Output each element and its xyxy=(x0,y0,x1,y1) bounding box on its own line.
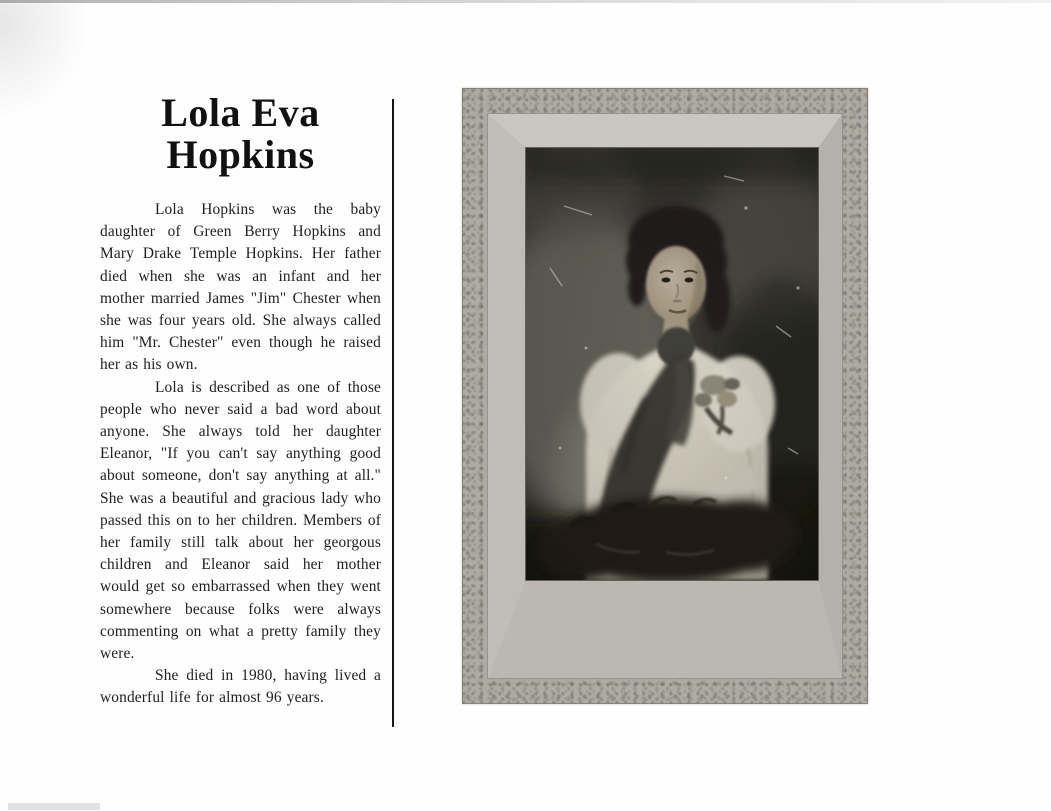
paragraph-2: Lola is described as one of those people who never said a bad word about anyone. She always told her daughter Eleanor, "If you can't say anything good about someone, don't say anything at all." She was a beautiful and gracious lady who passed this on to her children. Members of her family still talk about her georgous children and Eleanor said her mother would get so embarrassed when they went somewhere because folks were always commenting on what a pretty family they were. xyxy=(100,378,381,663)
page-title xyxy=(100,92,381,176)
page-title-line1: Lola Eva xyxy=(161,90,320,135)
portrait-photo-frame xyxy=(462,88,868,704)
paragraph-1: Lola Hopkins was the baby daughter of Green Berry Hopkins and Mary Drake Temple Hopkins. Her father died when she was an infant and her mother married James "Jim" Chester when she was four years old. She always called him "Mr. Chester" even though he raised her as his own. xyxy=(100,201,381,374)
column-divider-rule xyxy=(392,99,394,727)
photo-bevel-mat xyxy=(488,114,842,678)
biography-text xyxy=(100,199,381,710)
scan-artifact xyxy=(8,803,100,810)
scan-edge-artifact xyxy=(0,0,1051,3)
scan-corner-shading xyxy=(0,0,90,120)
paragraph-3: She died in 1980, having lived a wonderful life for almost 96 years. xyxy=(100,667,381,707)
binding-marks xyxy=(1011,0,1051,811)
portrait-photo xyxy=(526,148,818,580)
page-title-line2: Hopkins xyxy=(166,132,315,177)
biography-article xyxy=(100,92,381,710)
portrait-illustration xyxy=(526,148,818,580)
